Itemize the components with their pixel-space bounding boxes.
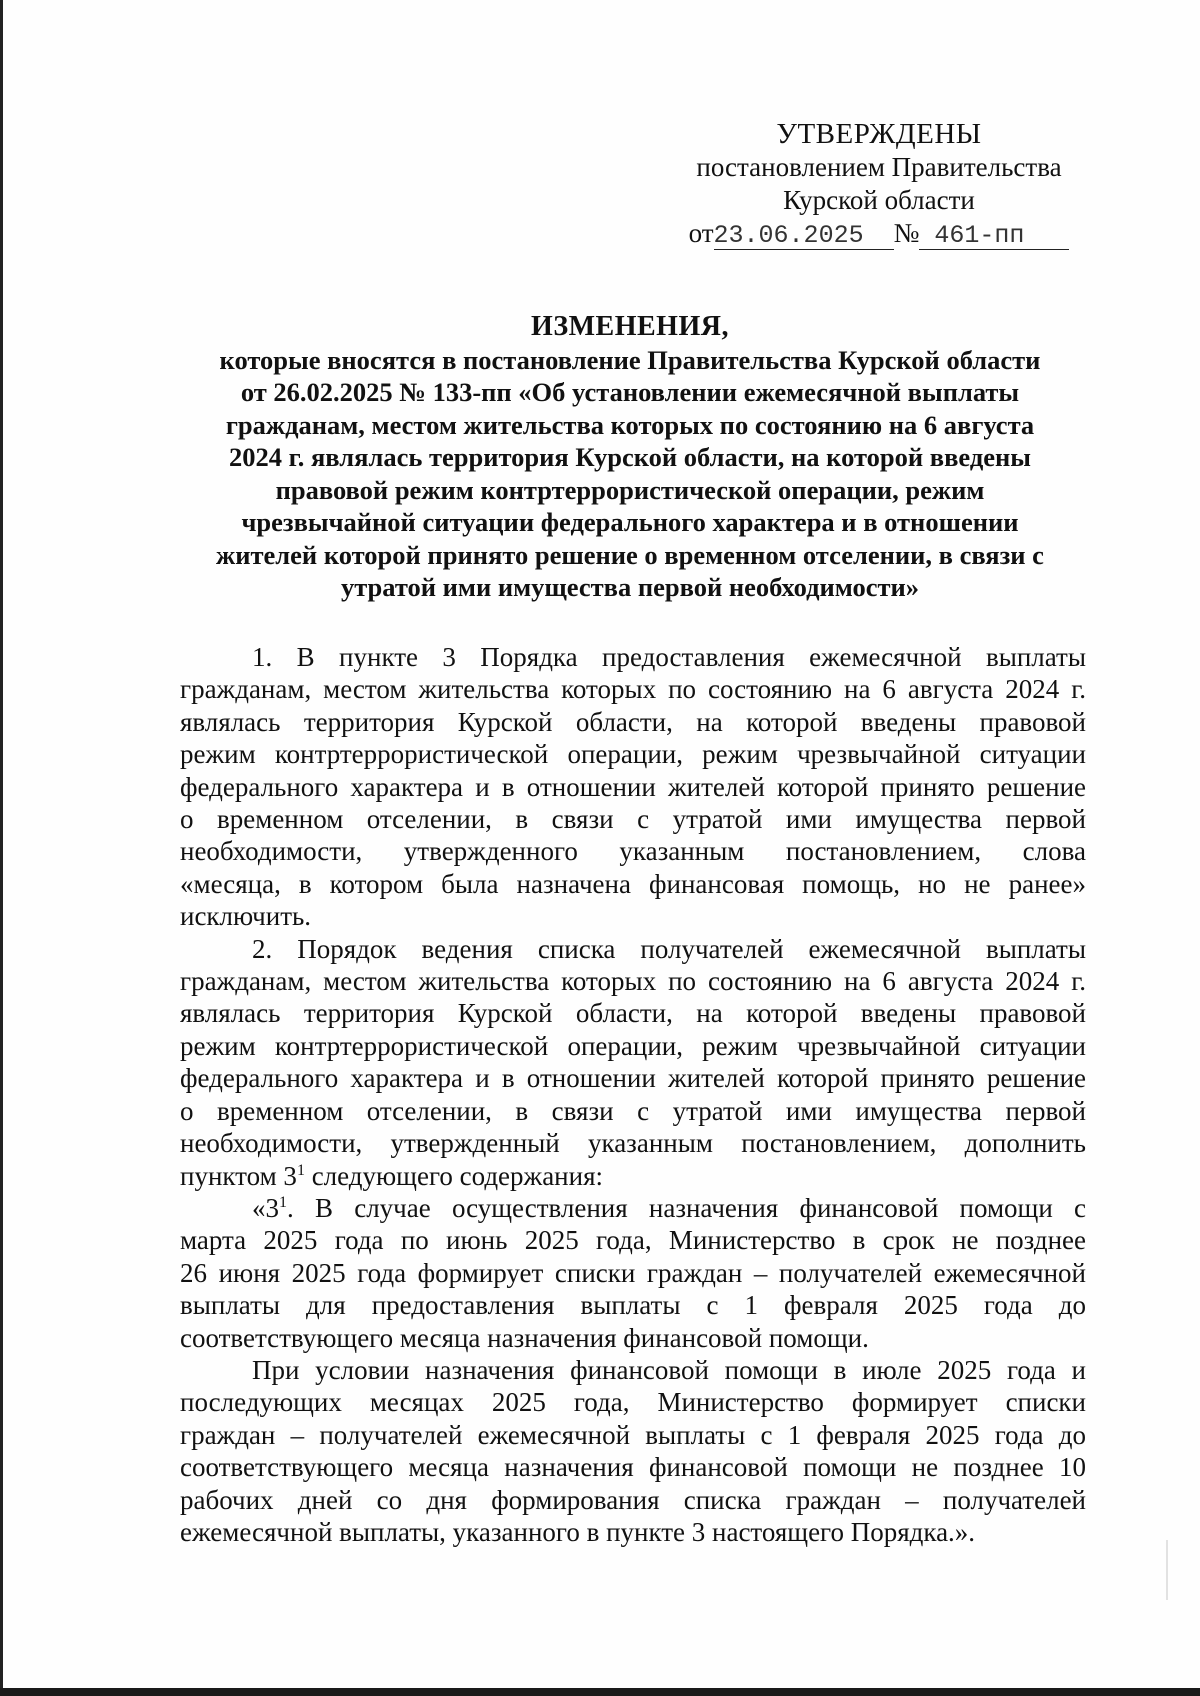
text-line: исключить. — [180, 901, 312, 932]
approval-line-2: Курской области — [783, 185, 975, 215]
text-line: граждан – получателей ежемесячной выплаты с 1 февраля 2025 года до — [180, 1419, 1086, 1450]
approval-title: УТВЕРЖДЕНЫ — [776, 118, 982, 150]
paragraph-4 — [180, 1354, 1086, 1548]
text-line: федерального характера и в отношении жителей которой принято решение — [180, 771, 1086, 802]
superscript: 1 — [279, 1193, 287, 1211]
text-line: являлась территория Курской области, на которой введены правовой — [180, 706, 1086, 737]
text-line: соответствующего месяца назначения финансовой помощи. — [180, 1322, 869, 1353]
text-line: «$3^1$. В случае осуществления назначения финансовой помощи с — [252, 1192, 1086, 1223]
scan-edge-bottom — [0, 1688, 1200, 1696]
document-body — [180, 641, 1086, 1548]
text-line: необходимости, утвержденного указанным постановлением, слова — [180, 836, 1086, 867]
text-line: марта 2025 года по июнь 2025 года, Министерство в срок не позднее — [180, 1225, 1086, 1256]
approval-date-prefix: от — [688, 218, 714, 248]
text-line: «месяца, в котором была назначена финансовая помощь, но не ранее» — [180, 868, 1086, 899]
scan-artifact — [1166, 1540, 1168, 1600]
text-line: федерального характера и в отношении жителей которой принято решение — [180, 1063, 1086, 1094]
approval-date: 23.06.2025 — [714, 222, 894, 250]
text-line: рабочих дней со дня формирования списка граждан – получателей — [180, 1484, 1086, 1515]
heading-line: 2024 г. являлась территория Курской области, на которой введены — [229, 442, 1031, 472]
scan-edge-left — [0, 0, 3, 1696]
heading-line: утратой ими имущества первой необходимости» — [340, 572, 920, 602]
approval-number: 461-пп — [919, 222, 1069, 250]
heading-title: ИЗМЕНЕНИЯ, — [531, 311, 729, 342]
heading-line: от 26.02.2025 № 133-пп «Об установлении ежемесячной выплаты — [240, 377, 1020, 407]
approval-block — [670, 118, 1088, 250]
text-line: режим контртеррористической операции, режим чрезвычайной ситуации — [180, 1030, 1086, 1061]
text-line: соответствующего месяца назначения финансовой помощи не позднее 10 — [180, 1452, 1086, 1483]
text-line: являлась территория Курской области, на которой введены правовой — [180, 998, 1086, 1029]
text-line: последующих месяцах 2025 года, Министерство формирует списки — [180, 1387, 1086, 1418]
heading-line: жителей которой принято решение о временном отселении, в связи с — [216, 539, 1044, 570]
text-line: о временном отселении, в связи с утратой ими имущества первой — [180, 804, 1086, 835]
document-heading — [180, 311, 1080, 604]
paragraph-3 — [180, 1192, 1086, 1354]
text-line: пунктом $3^1$ следующего содержания: — [180, 1160, 603, 1191]
paragraph-2 — [180, 933, 1086, 1192]
text-line: необходимости, утвержденный указанным постановлением, дополнить — [180, 1128, 1086, 1159]
text-line: гражданам, местом жительства которых по состоянию на 6 августа 2024 г. — [180, 674, 1086, 705]
approval-line-1: постановлением Правительства — [696, 152, 1062, 182]
text-line: гражданам, местом жительства которых по состоянию на 6 августа 2024 г. — [180, 966, 1086, 997]
text-line: 26 июня 2025 года формирует списки граждан – получателей ежемесячной — [180, 1257, 1086, 1288]
approval-date-number — [670, 217, 1088, 250]
heading-line: гражданам, местом жительства которых по состоянию на 6 августа — [225, 409, 1035, 440]
approval-number-sign: № — [893, 218, 920, 248]
text-line: При условии назначения финансовой помощи в июле 2025 года и — [252, 1354, 1086, 1385]
superscript: 1 — [296, 1161, 305, 1179]
paragraph-1 — [180, 641, 1086, 933]
text-line: 1. В пункте 3 Порядка предоставления ежемесячной выплаты — [252, 642, 1086, 672]
heading-line: чрезвычайной ситуации федерального характера и в отношении — [241, 507, 1019, 537]
heading-line: правовой режим контртеррористической операции, режим — [275, 474, 985, 505]
text-line: выплаты для предоставления выплаты с 1 февраля 2025 года до — [180, 1290, 1086, 1321]
text-line: режим контртеррористической операции, режим чрезвычайной ситуации — [180, 739, 1086, 770]
text-line: 2. Порядок ведения списка получателей ежемесячной выплаты — [252, 933, 1086, 964]
text-line: ежемесячной выплаты, указанного в пункте 3 настоящего Порядка.». — [180, 1516, 976, 1547]
heading-line: которые вносятся в постановление Правительства Курской области — [219, 344, 1041, 375]
text-line: о временном отселении, в связи с утратой ими имущества первой — [180, 1095, 1086, 1126]
